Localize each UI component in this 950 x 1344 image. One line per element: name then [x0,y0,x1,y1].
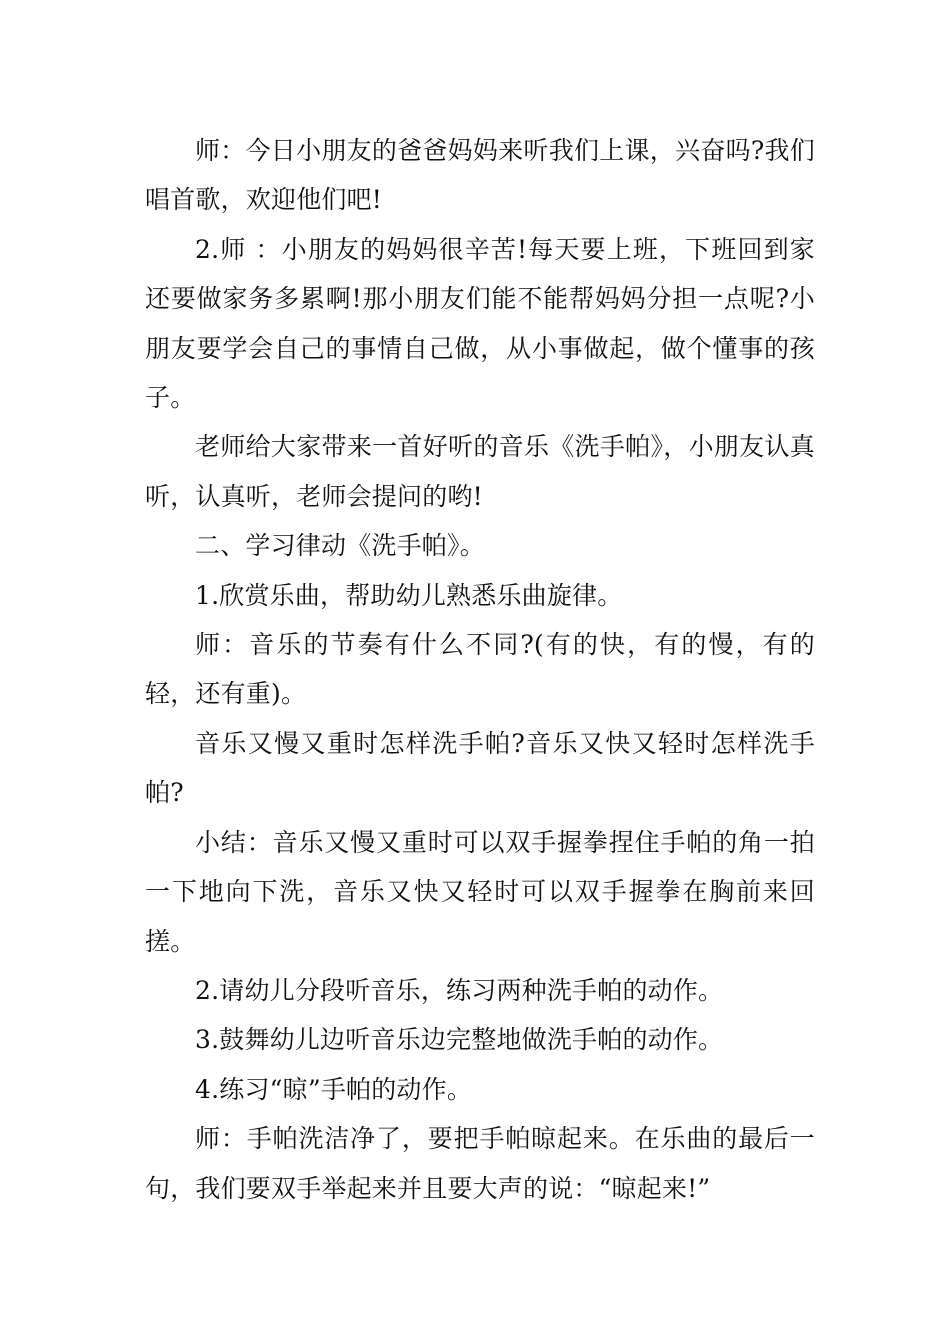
paragraph-help-mother: 2.师 ：小朋友的妈妈很辛苦!每天要上班，下班回到家还要做家务多累啊!那小朋友们能不能帮妈妈分担一点呢?小朋友要学会自己的事情自己做，从小事做起，做个懂事的孩子。 [145,234,815,413]
step-1-appreciate-music: 1.欣赏乐曲，帮助幼儿熟悉乐曲旋律。 [195,580,623,610]
step-4-hang-handkerchief: 4.练习“晾”手帕的动作。 [195,1074,473,1104]
section-heading-learn-rhythm: 二、学习律动《洗手帕》。 [195,531,485,561]
paragraph-how-to-wash: 音乐又慢又重时怎样洗手帕?音乐又快又轻时怎样洗手帕? [145,728,815,808]
paragraph-greeting: 师：今日小朋友的爸爸妈妈来听我们上课，兴奋吗?我们唱首歌，欢迎他们吧! [145,136,815,215]
step-3-full-practice: 3.鼓舞幼儿边听音乐边完整地做洗手帕的动作。 [195,1025,724,1055]
paragraph-rhythm-question: 师：音乐的节奏有什么不同?(有的快，有的慢，有的轻，还有重)。 [145,630,815,709]
paragraph-summary: 小结：音乐又慢又重时可以双手握拳捏住手帕的角一拍一下地向下洗，音乐又快又轻时可以双手握拳在胸前来回搓。 [145,827,815,956]
paragraph-hang-instructions: 师：手帕洗洁净了，要把手帕晾起来。在乐曲的最后一句，我们要双手举起来并且要大声的说：“晾起来!” [145,1124,815,1203]
step-2-practice-segments: 2.请幼儿分段听音乐，练习两种洗手帕的动作。 [195,975,724,1005]
paragraph-music-intro: 老师给大家带来一首好听的音乐《洗手帕》，小朋友认真听，认真听，老师会提问的哟! [145,432,815,511]
document-body [145,126,815,1213]
